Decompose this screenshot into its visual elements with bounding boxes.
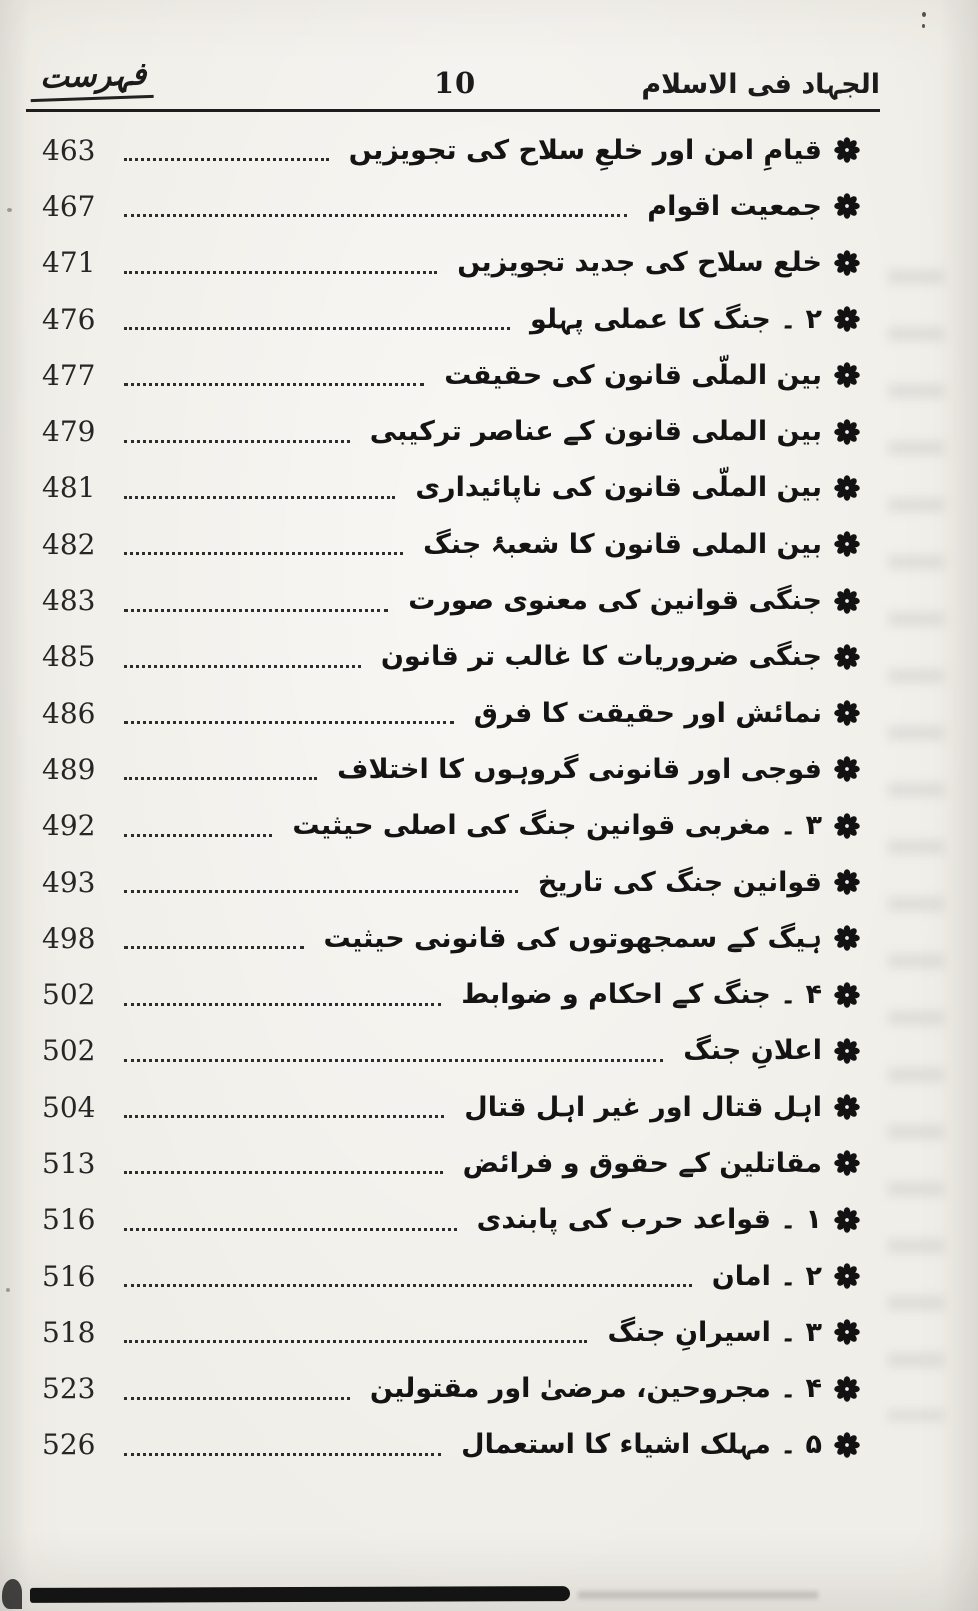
toc-entry-page: 482 [42,527,96,561]
scan-edge-bar [30,1586,570,1603]
toc-entry-page: 481 [42,471,96,505]
flower-bullet-icon [834,475,860,501]
toc-entry-page: 467 [42,189,96,223]
dotted-leader [124,889,518,893]
toc-row [0,460,978,516]
toc-row [0,178,978,234]
flower-bullet-icon [834,1432,860,1458]
scan-speck [6,1288,10,1292]
toc-entry-page: 492 [42,809,96,843]
toc-entry-title: بین الملّی قانون کی ناپائیداری [415,472,822,504]
toc-entry-title: بین الملی قانون کا شعبۂ جنگ [423,528,822,560]
toc-entry-title: ہیگ کے سمجھوتوں کی قانونی حیثیت [323,922,822,954]
page-header [0,0,978,100]
toc-entry-page: 526 [42,1428,96,1462]
toc-entry-title: بین الملی قانون کے عناصر ترکیبی [369,416,822,448]
toc-entry-page: 479 [42,415,96,449]
flower-bullet-icon [834,1319,860,1345]
flower-bullet-icon [834,193,860,219]
toc-entry-page: 502 [42,1034,96,1068]
flower-bullet-icon [834,925,860,951]
toc-entry-title: جنگی ضروریات کا غالب تر قانون [380,641,822,673]
toc-entry-title: ۴ ۔ جنگ کے احکام و ضوابط [461,979,822,1011]
toc-entry-title: اعلانِ جنگ [683,1035,822,1067]
toc-row [0,1304,978,1360]
flower-bullet-icon [834,756,860,782]
flower-bullet-icon [834,1150,860,1176]
toc-entry-page: 463 [42,133,96,167]
dotted-leader [124,664,361,668]
toc-row [0,741,978,797]
flower-bullet-icon [834,362,860,388]
dotted-leader [124,382,424,386]
dotted-leader [124,439,350,443]
toc-entry-title: جنگی قوانین کی معنوی صورت [408,585,822,617]
toc-entry-page: 518 [42,1315,96,1349]
dotted-leader [124,1170,443,1174]
dotted-leader [124,1452,441,1456]
flower-bullet-icon [834,1094,860,1120]
flower-bullet-icon [834,813,860,839]
flower-bullet-icon [834,982,860,1008]
toc-entry-title: ۱ ۔ قواعد حرب کی پابندی [476,1204,822,1236]
toc-row [0,235,978,291]
dotted-leader [124,833,272,837]
toc-row [0,1192,978,1248]
toc-entry-title: ۲ ۔ امان [711,1260,822,1292]
toc-entry-page: 489 [42,752,96,786]
toc-row [0,516,978,572]
toc-entry-title: اہل قتال اور غیر اہل قتال [464,1091,822,1123]
scan-speck [7,208,12,212]
flower-bullet-icon [834,1038,860,1064]
book-title: الجہاد فی الاسلام [641,69,880,100]
contents-heading: فہرست [29,56,153,102]
dotted-leader [124,945,304,949]
toc-entry-page: 471 [42,246,96,280]
dotted-leader [124,1227,457,1231]
dotted-leader [124,551,403,555]
toc-entry-title: ۵ ۔ مہلک اشیاء کا استعمال [461,1429,822,1461]
flower-bullet-icon [834,250,860,276]
toc-entry-page: 516 [42,1203,96,1237]
dotted-leader [124,495,395,499]
toc-entry-title: نمائش اور حقیقت کا فرق [473,697,822,729]
dotted-leader [124,1058,663,1062]
dotted-leader [124,1283,692,1287]
toc-entry-title: مقاتلین کے حقوق و فرائض [462,1147,822,1179]
scan-corner-artifact [2,1579,22,1609]
toc-row [0,966,978,1022]
toc-row [0,347,978,403]
flower-bullet-icon [834,419,860,445]
flower-bullet-icon [834,700,860,726]
flower-bullet-icon [834,1263,860,1289]
scan-edge-shadow [578,1591,818,1599]
dotted-leader [124,213,627,217]
dotted-leader [124,720,454,724]
toc-entry-title: قوانین جنگ کی تاریخ [537,866,822,898]
toc-row [0,1079,978,1135]
dotted-leader [124,157,329,161]
flower-bullet-icon [834,137,860,163]
toc-entry-page: 476 [42,302,96,336]
toc-entry-page: 486 [42,696,96,730]
toc-row [0,1023,978,1079]
toc-entry-page: 477 [42,358,96,392]
page-number: 10 [433,66,477,100]
toc-entry-page: 493 [42,865,96,899]
toc-row [0,1135,978,1191]
dotted-leader [124,776,317,780]
toc-row [0,798,978,854]
flower-bullet-icon [834,531,860,557]
flower-bullet-icon [834,1207,860,1233]
toc-entry-page: 483 [42,584,96,618]
flower-bullet-icon [834,588,860,614]
toc-row [0,854,978,910]
toc-list [0,112,978,1473]
toc-row [0,685,978,741]
toc-entry-page: 502 [42,978,96,1012]
toc-row [0,910,978,966]
toc-entry-title: ۴ ۔ مجروحین، مرضیٰ اور مقتولین [369,1373,822,1405]
toc-row [0,1417,978,1473]
toc-entry-page: 516 [42,1259,96,1293]
dotted-leader [124,1002,441,1006]
toc-entry-title: ۳ ۔ مغربی قوانین جنگ کی اصلی حیثیت [292,810,822,842]
scan-speck [922,12,926,17]
toc-row [0,122,978,178]
toc-entry-title: فوجی اور قانونی گروہوں کا اختلاف [337,753,822,785]
toc-entry-page: 523 [42,1372,96,1406]
flower-bullet-icon [834,644,860,670]
flower-bullet-icon [834,306,860,332]
dotted-leader [124,1396,350,1400]
toc-row [0,1248,978,1304]
toc-entry-title: قیامِ امن اور خلعِ سلاح کی تجویزیں [348,134,822,166]
toc-entry-page: 498 [42,921,96,955]
toc-entry-page: 513 [42,1146,96,1180]
scan-speck [922,24,925,28]
toc-entry-title: بین الملّی قانون کی حقیقت [444,359,822,391]
dotted-leader [124,270,437,274]
toc-entry-title: ۲ ۔ جنگ کا عملی پہلو [529,303,822,335]
toc-row [0,291,978,347]
toc-entry-title: جمعیت اقوام [647,190,822,222]
toc-entry-page: 504 [42,1090,96,1124]
dotted-leader [124,1114,444,1118]
toc-row [0,1361,978,1417]
toc-entry-page: 485 [42,640,96,674]
dotted-leader [124,608,388,612]
toc-row [0,629,978,685]
dotted-leader [124,326,510,330]
flower-bullet-icon [834,1376,860,1402]
flower-bullet-icon [834,869,860,895]
toc-entry-title: ۳ ۔ اسیرانِ جنگ [607,1316,822,1348]
toc-row [0,403,978,459]
toc-entry-title: خلع سلاح کی جدید تجویزیں [457,247,822,279]
dotted-leader [124,1339,587,1343]
toc-row [0,572,978,628]
